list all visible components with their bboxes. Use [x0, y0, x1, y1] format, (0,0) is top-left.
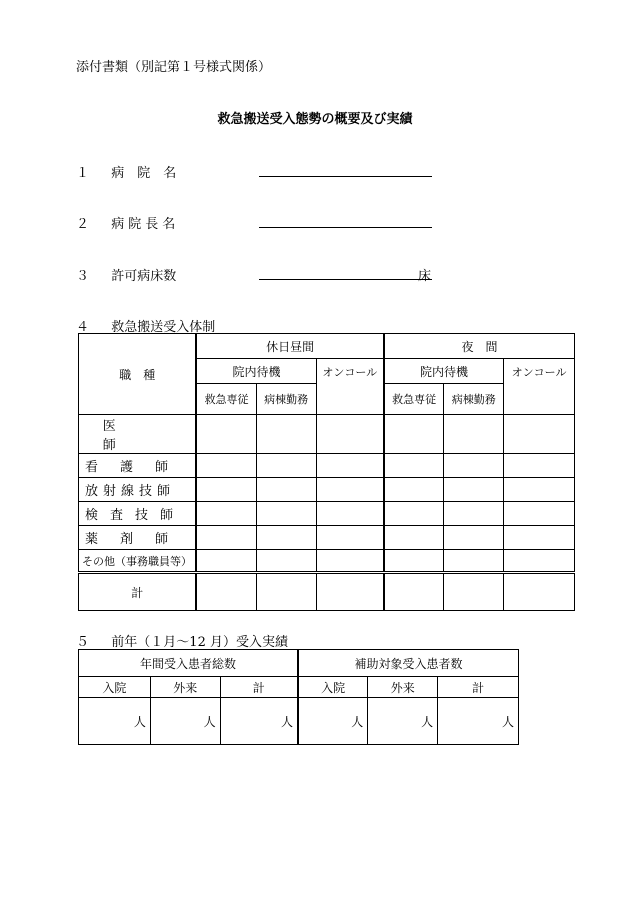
field-number: ３: [76, 269, 90, 284]
field-label: 病院長名: [111, 217, 180, 232]
section-number: ５: [76, 635, 90, 650]
input-cell[interactable]: [444, 502, 504, 526]
oncall-header: オンコール: [504, 359, 575, 415]
ward-duty-header: 病棟勤務: [444, 384, 504, 415]
col-total: 計: [438, 677, 519, 698]
input-cell[interactable]: [504, 526, 575, 550]
input-cell[interactable]: [438, 698, 519, 745]
input-cell[interactable]: [444, 573, 504, 611]
section-label: 前年（１月～12 月）受入実績: [111, 635, 288, 650]
input-cell[interactable]: [444, 550, 504, 573]
input-cell[interactable]: [384, 478, 444, 502]
input-cell[interactable]: [384, 454, 444, 478]
job-name: 看護師: [85, 460, 191, 475]
col-inpatient: 入院: [79, 677, 151, 698]
section-label: 救急搬送受入体制: [111, 320, 216, 335]
input-cell[interactable]: [504, 573, 575, 611]
col-outpatient: 外来: [150, 677, 220, 698]
input-cell[interactable]: [316, 502, 384, 526]
input-cell[interactable]: [256, 502, 316, 526]
dedicated-header: 救急専従: [384, 384, 444, 415]
input-cell[interactable]: [384, 415, 444, 454]
period-night: 夜 間: [384, 334, 575, 359]
input-cell[interactable]: [196, 573, 256, 611]
section5-heading: [76, 631, 288, 650]
unit-label: 人: [351, 715, 364, 729]
unit-label: 人: [133, 715, 146, 729]
job-type-header: 職 種: [79, 334, 197, 415]
input-cell[interactable]: [504, 415, 575, 454]
row-label-nurse: [79, 454, 197, 478]
dedicated-header: 救急専従: [196, 384, 256, 415]
input-cell[interactable]: [316, 550, 384, 573]
input-cell[interactable]: [384, 550, 444, 573]
input-cell[interactable]: [504, 550, 575, 573]
input-cell[interactable]: [196, 526, 256, 550]
period-holiday-daytime: 休日昼間: [196, 334, 384, 359]
job-name: 検査技師: [85, 508, 186, 523]
field-label: 病 院 名: [111, 166, 177, 181]
input-cell[interactable]: [444, 526, 504, 550]
oncall-header: オンコール: [316, 359, 384, 415]
field-bed-count: [76, 265, 176, 284]
unit-label: 人: [501, 715, 514, 729]
job-name: 医師: [102, 419, 168, 453]
field-label: 許可病床数: [111, 269, 177, 284]
input-cell[interactable]: [316, 415, 384, 454]
input-cell[interactable]: [384, 526, 444, 550]
row-label-pharmacist: [79, 526, 197, 550]
input-cell[interactable]: [196, 415, 256, 454]
bed-count-blank[interactable]: [259, 261, 432, 280]
input-cell[interactable]: [384, 502, 444, 526]
section-number: ４: [76, 320, 90, 335]
col-outpatient: 外来: [368, 677, 438, 698]
job-name: 放射線技師: [85, 484, 176, 499]
input-cell[interactable]: [256, 454, 316, 478]
unit-label: 人: [203, 715, 216, 729]
field-number: １: [76, 166, 90, 181]
row-label-lab-tech: [79, 502, 197, 526]
field-hospital-name: [76, 162, 176, 181]
input-cell[interactable]: [150, 698, 220, 745]
unit-label: 人: [280, 715, 293, 729]
standby-header: 院内待機: [196, 359, 316, 384]
col-inpatient: 入院: [298, 677, 368, 698]
attachment-note: 添付書類（別記第１号様式関係）: [76, 60, 272, 75]
unit-label: 人: [421, 715, 434, 729]
input-cell[interactable]: [384, 573, 444, 611]
subsidy-target-header: 補助対象受入患者数: [298, 650, 519, 677]
input-cell[interactable]: [316, 573, 384, 611]
row-label-doctor: [79, 415, 197, 454]
hospital-name-blank[interactable]: [259, 158, 432, 177]
input-cell[interactable]: [504, 502, 575, 526]
input-cell[interactable]: [196, 550, 256, 573]
input-cell[interactable]: [444, 454, 504, 478]
input-cell[interactable]: [196, 454, 256, 478]
input-cell[interactable]: [256, 550, 316, 573]
input-cell[interactable]: [256, 526, 316, 550]
input-cell[interactable]: [256, 415, 316, 454]
input-cell[interactable]: [444, 478, 504, 502]
input-cell[interactable]: [316, 526, 384, 550]
input-cell[interactable]: [368, 698, 438, 745]
field-number: ２: [76, 217, 90, 232]
row-label-radiology-tech: [79, 478, 197, 502]
bed-unit: 床: [418, 269, 432, 284]
admissions-table: [78, 649, 519, 745]
input-cell[interactable]: [316, 454, 384, 478]
input-cell[interactable]: [256, 478, 316, 502]
col-total: 計: [220, 677, 298, 698]
input-cell[interactable]: [196, 478, 256, 502]
job-name: 薬剤師: [85, 532, 191, 547]
emergency-staffing-table: [78, 333, 575, 611]
input-cell[interactable]: [504, 478, 575, 502]
input-cell[interactable]: [444, 415, 504, 454]
input-cell[interactable]: [298, 698, 368, 745]
job-name: その他（事務職員等）: [82, 554, 192, 568]
ward-duty-header: 病棟勤務: [256, 384, 316, 415]
input-cell[interactable]: [256, 573, 316, 611]
annual-total-header: 年間受入患者総数: [79, 650, 298, 677]
director-name-blank[interactable]: [259, 209, 432, 228]
input-cell[interactable]: [79, 698, 151, 745]
row-label-total: 計: [79, 573, 197, 611]
row-label-other: [79, 550, 197, 573]
input-cell[interactable]: [316, 478, 384, 502]
document-title: 救急搬送受入態勢の概要及び実績: [217, 112, 413, 127]
field-director-name: [76, 213, 179, 232]
input-cell[interactable]: [196, 502, 256, 526]
input-cell[interactable]: [220, 698, 298, 745]
standby-header: 院内待機: [384, 359, 504, 384]
input-cell[interactable]: [504, 454, 575, 478]
